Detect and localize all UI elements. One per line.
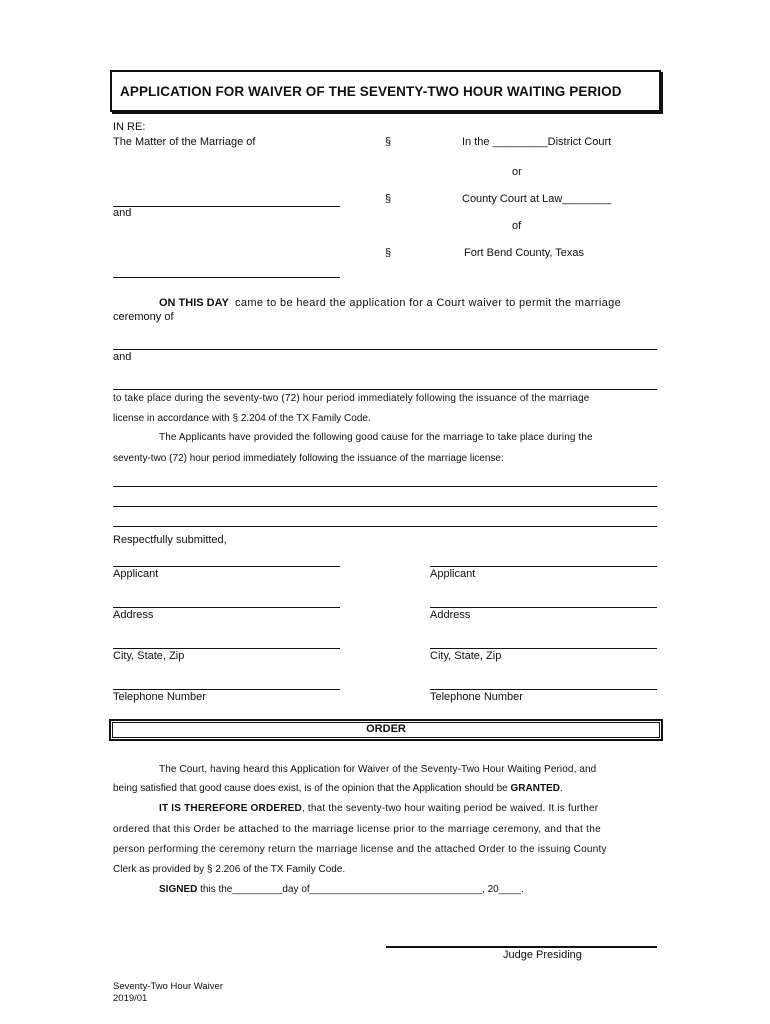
judge-presiding-label: Judge Presiding xyxy=(503,949,582,961)
applicant-label-left: Applicant xyxy=(113,568,159,580)
judge-signature-line[interactable] xyxy=(386,946,657,948)
signed-line-rest: this the_________day of_______________________________, 20____. xyxy=(200,884,524,895)
applicant-signature-line-right[interactable] xyxy=(430,566,657,567)
applicant-1-name-line[interactable] xyxy=(113,206,340,207)
applicant-signature-line-left[interactable] xyxy=(113,566,340,567)
title-box xyxy=(110,70,661,112)
city-label-right: City, State, Zip xyxy=(430,650,502,662)
address-label-right: Address xyxy=(430,609,471,621)
applicant-label-right: Applicant xyxy=(430,568,476,580)
phone-label-left: Telephone Number xyxy=(113,691,206,703)
order-p2-line-3: person performing the ceremony return the marriage license and the attached Order to the issuing County xyxy=(113,844,607,855)
application-line-4: license in accordance with § 2.204 of the TX Family Code. xyxy=(113,413,371,424)
granted-period: . xyxy=(559,783,563,794)
signed-line xyxy=(159,884,524,895)
party-2-line[interactable] xyxy=(113,389,657,390)
signed-text: SIGNED xyxy=(159,884,198,895)
section-symbol-2: § xyxy=(385,193,392,205)
address-line-left[interactable] xyxy=(113,607,340,608)
order-p1-line-2 xyxy=(113,783,563,794)
city-line-right[interactable] xyxy=(430,648,657,649)
order-p1-line-2-text: being satisfied that good cause does exist, is of the opinion that the Application should be xyxy=(113,783,508,794)
application-line-3: to take place during the seventy-two (72) hour period immediately following the issuance of the marriage xyxy=(113,393,590,404)
application-line-1-rest: came to be heard the application for a Court waiver to permit the marriage xyxy=(235,297,622,309)
address-label-left: Address xyxy=(113,609,154,621)
order-p2-line-4: Clerk as provided by § 2.206 of the TX Family Code. xyxy=(113,864,346,875)
applicant-2-name-line[interactable] xyxy=(113,277,340,278)
order-p2-line-2: ordered that this Order be attached to the marriage license prior to the marriage ceremony, and that the xyxy=(113,824,601,835)
application-line-6: seventy-two (72) hour period immediately following the issuance of the marriage license: xyxy=(113,453,504,464)
application-line-5: The Applicants have provided the following good cause for the marriage to take place during the xyxy=(159,432,593,443)
granted-text: GRANTED xyxy=(510,783,560,794)
party-1-line[interactable] xyxy=(113,349,657,350)
county-label: Fort Bend County, Texas xyxy=(464,247,585,259)
page-title: APPLICATION FOR WAIVER OF THE SEVENTY-TWO HOUR WAITING PERIOD xyxy=(120,84,622,99)
section-symbol-1: § xyxy=(385,136,392,148)
and-label-caption: and xyxy=(113,207,132,219)
section-symbol-3: § xyxy=(385,247,392,259)
or-label: or xyxy=(512,166,522,178)
phone-line-right[interactable] xyxy=(430,689,657,690)
good-cause-line-3[interactable] xyxy=(113,526,657,527)
application-line-2: ceremony of xyxy=(113,311,174,323)
of-label: of xyxy=(512,220,522,232)
phone-line-left[interactable] xyxy=(113,689,340,690)
order-heading: ORDER xyxy=(366,723,406,735)
in-re-label: IN RE: xyxy=(113,121,146,133)
address-line-right[interactable] xyxy=(430,607,657,608)
footer-form-name: Seventy-Two Hour Waiver xyxy=(113,981,223,992)
it-is-therefore-ordered: IT IS THEREFORE ORDERED xyxy=(159,803,302,814)
county-court-label: County Court at Law________ xyxy=(462,193,612,205)
order-p2-line-1 xyxy=(159,803,598,814)
order-p2-line-1-rest: , that the seventy-two hour waiting period be waived. It is further xyxy=(301,803,599,814)
application-line-1 xyxy=(159,297,621,309)
district-court-label: In the _________District Court xyxy=(462,136,612,148)
matter-label: The Matter of the Marriage of xyxy=(113,136,256,148)
order-p1-line-1: The Court, having heard this Application for Waiver of the Seventy-Two Hour Waiting Period, and xyxy=(159,764,597,775)
good-cause-line-2[interactable] xyxy=(113,506,657,507)
phone-label-right: Telephone Number xyxy=(430,691,523,703)
and-label-body: and xyxy=(113,351,132,363)
city-label-left: City, State, Zip xyxy=(113,650,185,662)
order-heading-box xyxy=(109,719,663,741)
footer-form-date: 2019/01 xyxy=(113,993,148,1004)
on-this-day-text: ON THIS DAY xyxy=(159,297,229,309)
good-cause-line-1[interactable] xyxy=(113,486,657,487)
respectfully-submitted: Respectfully submitted, xyxy=(113,534,227,546)
city-line-left[interactable] xyxy=(113,648,340,649)
